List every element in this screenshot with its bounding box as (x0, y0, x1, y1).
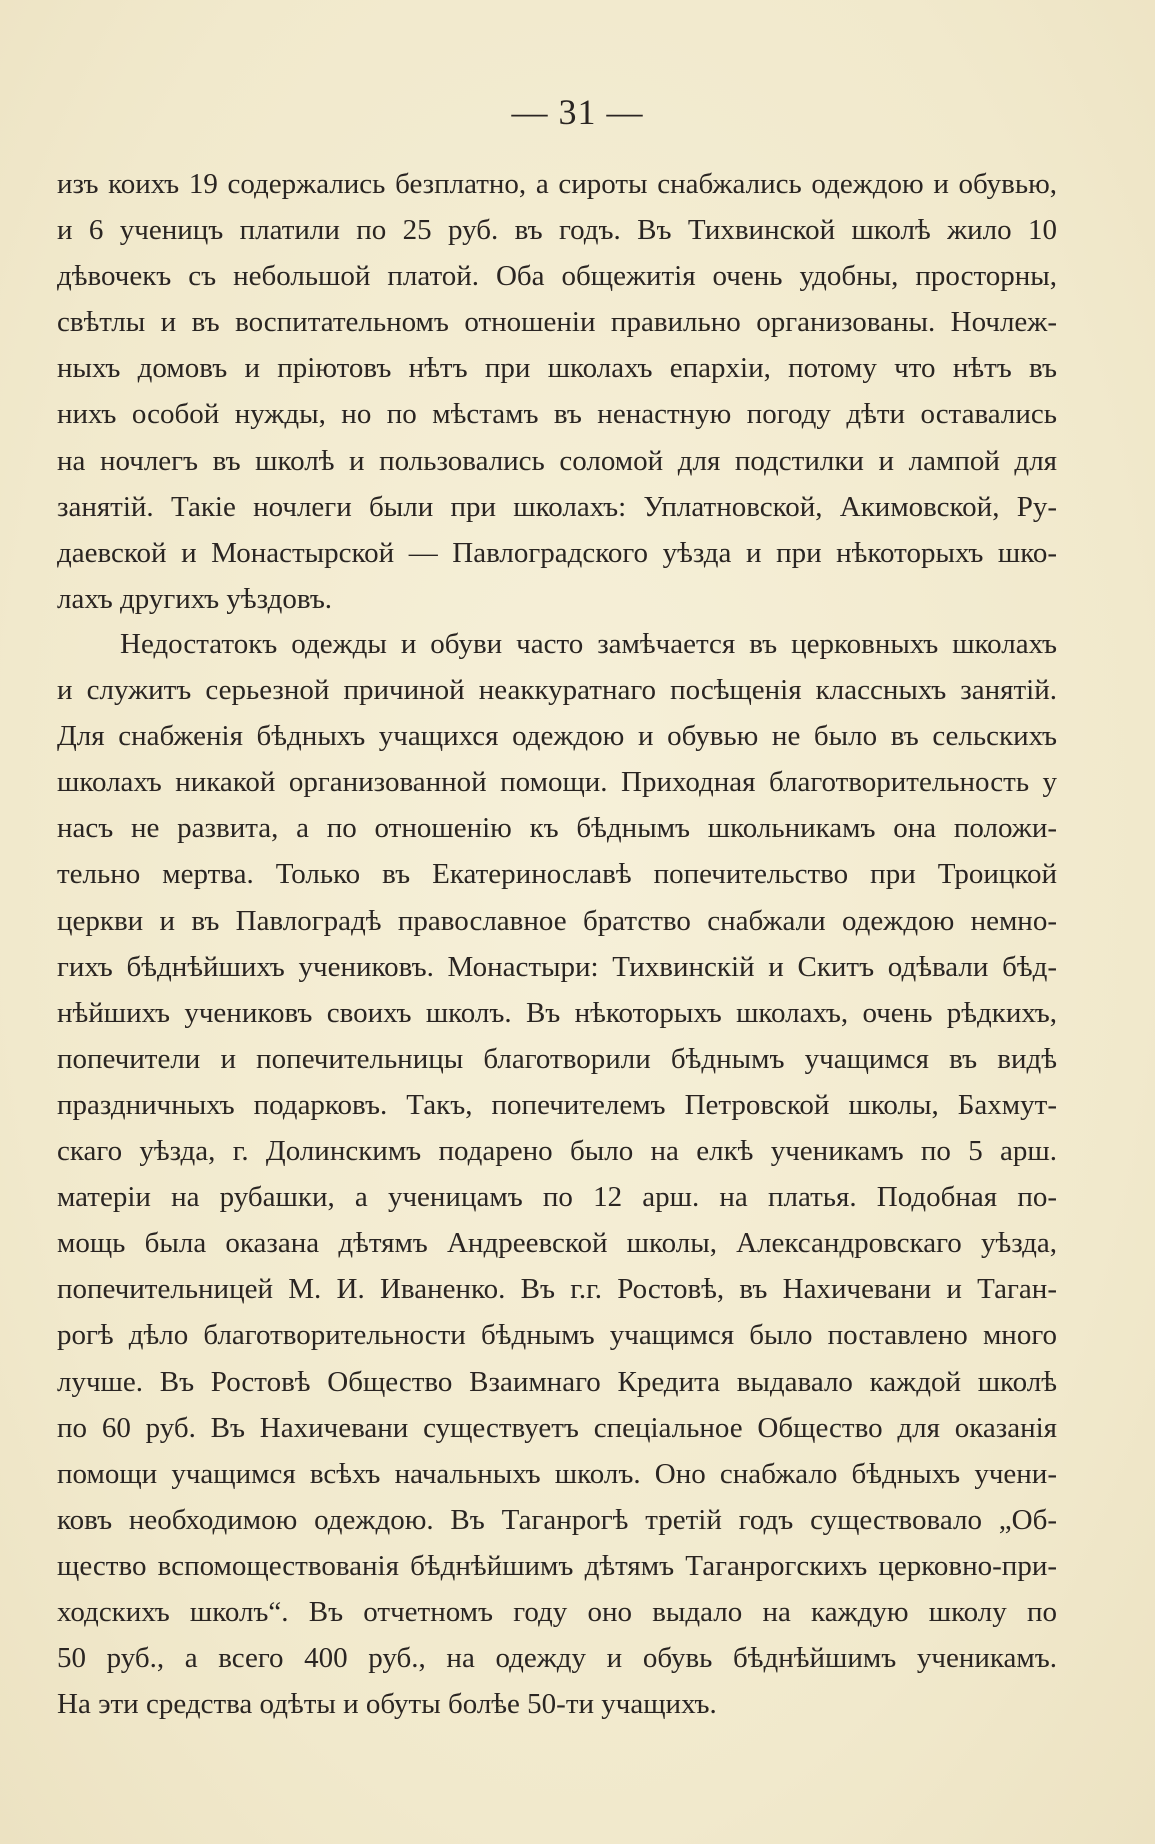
text-line: нихъ особой нужды, но по мѣстамъ въ ненастную погоду дѣти оставались (57, 398, 1057, 431)
text-line: на ночлегъ въ школѣ и пользовались соломой для подстилки и лампой для (57, 444, 1057, 477)
text-line: гихъ бѣднѣйшихъ учениковъ. Монастыри: Тихвинскій и Скитъ одѣвали бѣд- (57, 950, 1057, 983)
text-line: и 6 ученицъ платили по 25 руб. въ годъ. Въ Тихвинской школѣ жило 10 (57, 214, 1057, 247)
text-line: свѣтлы и въ воспитательномъ отношеніи правильно организованы. Ночлеж- (57, 306, 1057, 339)
text-line: и служитъ серьезной причиной неаккуратнаго посѣщенія классныхъ занятій. (57, 674, 1057, 707)
text-line: ныхъ домовъ и пріютовъ нѣтъ при школахъ епархіи, потому что нѣтъ въ (57, 352, 1057, 385)
text-line: лучше. Въ Ростовѣ Общество Взаимнаго Кредита выдавало каждой школѣ (57, 1365, 1057, 1398)
text-line: мощь была оказана дѣтямъ Андреевской школы, Александровскаго уѣзда, (57, 1227, 1057, 1260)
text-line: ковъ необходимою одеждою. Въ Таганрогѣ третій годъ существовало „Об- (57, 1503, 1057, 1536)
text-line: по 60 руб. Въ Нахичевани существуетъ спеціальное Общество для оказанія (57, 1411, 1057, 1444)
text-line: рогѣ дѣло благотворительности бѣднымъ учащимся было поставлено много (57, 1319, 1057, 1352)
text-line: матеріи на рубашки, а ученицамъ по 12 арш. на платья. Подобная по- (57, 1181, 1057, 1214)
text-line: попечительницей М. И. Иваненко. Въ г.г. Ростовѣ, въ Нахичевани и Таган- (57, 1273, 1057, 1306)
text-line: нѣйшихъ учениковъ своихъ школъ. Въ нѣкоторыхъ школахъ, очень рѣдкихъ, (57, 996, 1057, 1029)
text-line: занятій. Такіе ночлеги были при школахъ: Уплатновской, Акимовской, Ру- (57, 490, 1057, 523)
text-line: лахъ другихъ уѣздовъ. (57, 582, 333, 615)
text-line: изъ коихъ 19 содержались безплатно, а сироты снабжались одеждою и обувью, (57, 168, 1057, 200)
text-line: дѣвочекъ съ небольшой платой. Оба общежитія очень удобны, просторны, (57, 260, 1057, 293)
text-line: праздничныхъ подарковъ. Такъ, попечителемъ Петровской школы, Бахмут- (57, 1088, 1057, 1121)
text-line: Недостатокъ одежды и обуви часто замѣчается въ церковныхъ школахъ (120, 628, 1057, 660)
paragraph-1 (57, 164, 1057, 625)
text-line: скаго уѣзда, г. Долинскимъ подарено было на елкѣ ученикамъ по 5 арш. (57, 1135, 1057, 1168)
paragraph-2 (57, 624, 1057, 1730)
text-line: помощи учащимся всѣхъ начальныхъ школъ. Оно снабжало бѣдныхъ учени- (57, 1457, 1057, 1490)
text-line: церкви и въ Павлоградѣ православное братство снабжали одеждою немно- (57, 904, 1057, 937)
text-line: попечители и попечительницы благотворили бѣднымъ учащимся въ видѣ (57, 1042, 1057, 1075)
text-line: тельно мертва. Только въ Екатеринославѣ попечительство при Троицкой (57, 858, 1057, 891)
page-number: — 31 — (511, 92, 644, 132)
text-line: На эти средства одѣты и обуты болѣе 50-ти учащихъ. (57, 1688, 717, 1721)
text-line: ходскихъ школъ“. Въ отчетномъ году оно выдало на каждую школу по (57, 1595, 1057, 1628)
text-line: насъ не развита, а по отношенію къ бѣднымъ школьникамъ она положи- (57, 812, 1057, 845)
text-line: щество вспомоществованія бѣднѣйшимъ дѣтямъ Таганрогскихъ церковно-при- (57, 1549, 1057, 1582)
text-line: Для снабженія бѣдныхъ учащихся одеждою и обувью не было въ сельскихъ (57, 720, 1057, 753)
text-line: даевской и Монастырской — Павлоградского уѣзда и при нѣкоторыхъ шко- (57, 536, 1057, 569)
text-line: 50 руб., а всего 400 руб., на одежду и обувь бѣднѣйшимъ ученикамъ. (57, 1642, 1057, 1675)
text-line: школахъ никакой организованной помощи. Приходная благотворительность у (57, 766, 1057, 799)
